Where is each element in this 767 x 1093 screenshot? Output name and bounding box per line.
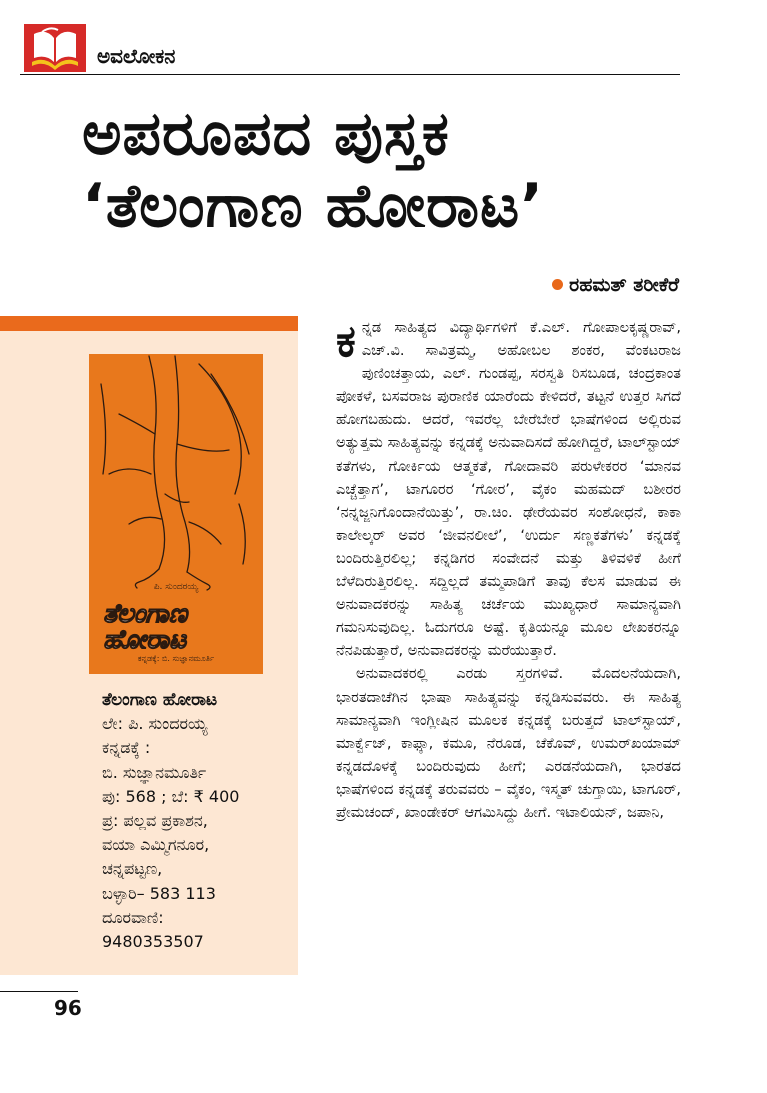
book-title: ತೆಲಂಗಾಣ ಹೋರಾಟ — [102, 690, 218, 710]
cover-translator: ಕನ್ನಡಕ್ಕೆ: ಬಿ. ಸುಜ್ಞಾನಮೂರ್ತಿ — [137, 654, 215, 663]
headline — [82, 98, 544, 242]
open-book-logo-icon — [24, 24, 86, 72]
headline-line-2: ‘ತೆಲಂಗಾಣ ಹೋರಾಟ’ — [82, 171, 545, 241]
book-author: ಲೇ: ಪಿ. ಸುಂದರಯ್ಯ — [102, 714, 208, 734]
article-body — [336, 316, 681, 824]
header-rule — [20, 74, 680, 75]
phone-number: 9480353507 — [102, 932, 204, 952]
translator-label: ಕನ್ನಡಕ್ಕೆ : — [102, 738, 151, 758]
article-paragraph-2: ಅನುವಾದಕರಲ್ಲಿ ಎರಡು ಸ್ತರಗಳಿವೆ. ಮೊದಲನೆಯದಾಗಿ, ಭಾರತದಾಚೆಗಿನ ಭಾಷಾ ಸಾಹಿತ್ಯವನ್ನು ಕನ್ನಡಿಸುವವರು. ಈ ಸಾಹಿತ್ಯ ಸಾಮಾನ್ಯವಾಗಿ ಇಂಗ್ಲೀಷಿನ ಮೂಲಕ ಕನ್ನಡಕ್ಕೆ ಬರುತ್ತದೆ ಟಾಲ್‌ಸ್ಟಾಯ್, ಮಾರ್ಕ್ವೆಜ್, ಕಾಫ್ಕಾ, ಕಮೂ, ನೆರೂಡ, ಚೆಕೊವ್, ಉಮರ್‌ಖಯಾಮ್ ಕನ್ನಡದೊಳಕ್ಕೆ ಬಂದಿರುವುದು ಹೀಗೆ; ಎರಡನೆಯದಾಗಿ, ಭಾರತದ ಭಾಷೆಗಳಿಂದ ಕನ್ನಡಕ್ಕೆ ತರುವವರು – ವೈಕಂ, ಇಸ್ಮತ್ ಚುಗ್ತಾಯಿ, ಟಾಗೂರ್, ಪ್ರೇಮಚಂದ್, ಖಾಂಡೇಕರ್ ಆಗಮಿಸಿದ್ದು ಹೀಗೆ. ಇಟಾಲಿಯನ್, ಜಪಾನಿ, — [336, 665, 681, 821]
section-label: ಅವಲೋಕನ — [97, 44, 176, 68]
drop-cap: ಕ — [336, 316, 356, 367]
address-line-1: ವಯಾ ಎಮ್ಮಿಗನೂರ, — [102, 835, 210, 855]
pages-price: ಪು: 568 ; ಬೆ: ₹ 400 — [102, 786, 240, 806]
bullet-dot-icon — [552, 279, 563, 290]
article-paragraph-1 — [336, 316, 681, 662]
cover-title: ತೆಲಂಗಾಣ ಹೋರಾಟ — [103, 599, 188, 655]
address-line-3: ಬಳ್ಳಾರಿ– 583 113 — [102, 883, 216, 903]
page-number: 96 — [54, 996, 82, 1020]
footer-rule — [0, 991, 78, 992]
book-cover-image — [89, 354, 263, 674]
phone-label: ದೂರವಾಣಿ: — [102, 907, 164, 927]
publisher: ಪ್ರ: ಪಲ್ಲವ ಪ್ರಕಾಶನ, — [102, 811, 208, 831]
translator-name: ಬಿ. ಸುಜ್ಞಾನಮೂರ್ತಿ — [102, 762, 207, 782]
paragraph-1-text: ನ್ನಡ ಸಾಹಿತ್ಯದ ವಿದ್ಯಾರ್ಥಿಗಳಿಗೆ ಕೆ.ಎಲ್. ಗೋಪಾಲಕೃಷ್ಣರಾವ್, ಎಚ್.ವಿ. ಸಾವಿತ್ರಮ್ಮ, ಅಹೋಬಲ ಶಂಕರ, ವೆಂಕಟರಾಜ ಪುಣಿಂಚತ್ತಾಯ, ಎಲ್. ಗುಂಡಪ್ಪ, ಸರಸ್ವತಿ ರಿಸಬೂಡ, ಚಂದ್ರಕಾಂತ ಪೋಕಳೆ, ಬಸವರಾಜ ಪುರಾಣಿಕ ಯಾರೆಂದು ಕೇಳಿದರೆ, ತಟ್ಟನೆ ಉತ್ತರ ಸಿಗದೆ ಹೋಗಬಹುದು. ಆದರೆ, ಇವರೆಲ್ಲ ಬೇರೆಬೇರೆ ಭಾಷೆಗಳಿಂದ ಅಲ್ಲಿರುವ ಅತ್ಯುತ್ತಮ ಸಾಹಿತ್ಯವನ್ನು ಕನ್ನಡಕ್ಕೆ ಅನುವಾದಿಸದೆ ಹೋಗಿದ್ದರೆ, ಟಾಲ್‌ಸ್ಟಾಯ್ ಕತೆಗಳು, ಗೋರ್ಕಿಯ ಆತ್ಮಕತೆ, ಗೋದಾವರಿ ಪರುಳೇಕರರ ‘ಮಾನವ ಎಚ್ಚೆತ್ತಾಗ’, ಟಾಗೂರರ ‘ಗೋರ’, ವೈಕಂ ಮಹಮದ್ ಬಶೀರರ ‘ನನ್ನಜ್ಜನಿಗೊಂದಾನೆಯಿತ್ತು’, ರಾ.ಚಿಂ. ಢೇರೆಯವರ ಸಂಶೋಧನೆ, ಕಾಕಾ ಕಾಲೇಲ್ಕರ್ ಅವರ ‘ಜೀವನಲೀಲೆ’, ‘ಉರ್ದು ಸಣ್ಣಕತೆಗಳು’ ಕನ್ನಡಕ್ಕೆ ಬಂದಿರುತ್ತಿರಲಿಲ್ಲ; ಕನ್ನಡಿಗರ ಸಂವೇದನೆ ಮತ್ತು ತಿಳಿವಳಿಕೆ ಹೀಗೆ ಬೆಳೆದಿರುತ್ತಿರಲಿಲ್ಲ. ಸದ್ದಿಲ್ಲದೆ ತಮ್ಮಪಾಡಿಗೆ ತಾವು ಕೆಲಸ ಮಾಡುವ ಈ ಅನುವಾದಕರನ್ನು ಸಾಹಿತ್ಯ ಚರ್ಚೆಯ ಮುಖ್ಯಧಾರೆ ಸಾಮಾನ್ಯವಾಗಿ ಗಮನಿಸುವುದಿಲ್ಲ. ಓದುಗರೂ ಅಷ್ಟೆ. ಕೃತಿಯನ್ನೂ ಮೂಲ ಲೇಖಕರನ್ನೂ ನೆನಪಿಡುತ್ತಾರೆ, ಅನುವಾದಕರನ್ನು ಮರೆಯುತ್ತಾರೆ. — [336, 319, 681, 660]
byline — [552, 274, 679, 296]
book-info — [102, 688, 239, 954]
magazine-logo — [24, 24, 86, 72]
sidebar-accent-bar — [0, 316, 298, 331]
cover-author: ಪಿ. ಸುಂದರಯ್ಯ — [153, 582, 199, 592]
author-name: ರಹಮತ್ ತರೀಕೆರೆ — [569, 274, 679, 296]
headline-line-1: ಅಪರೂಪದ ಪುಸ್ತಕ — [82, 99, 450, 169]
address-line-2: ಚನ್ನಪಟ್ಟಣ, — [102, 859, 163, 879]
